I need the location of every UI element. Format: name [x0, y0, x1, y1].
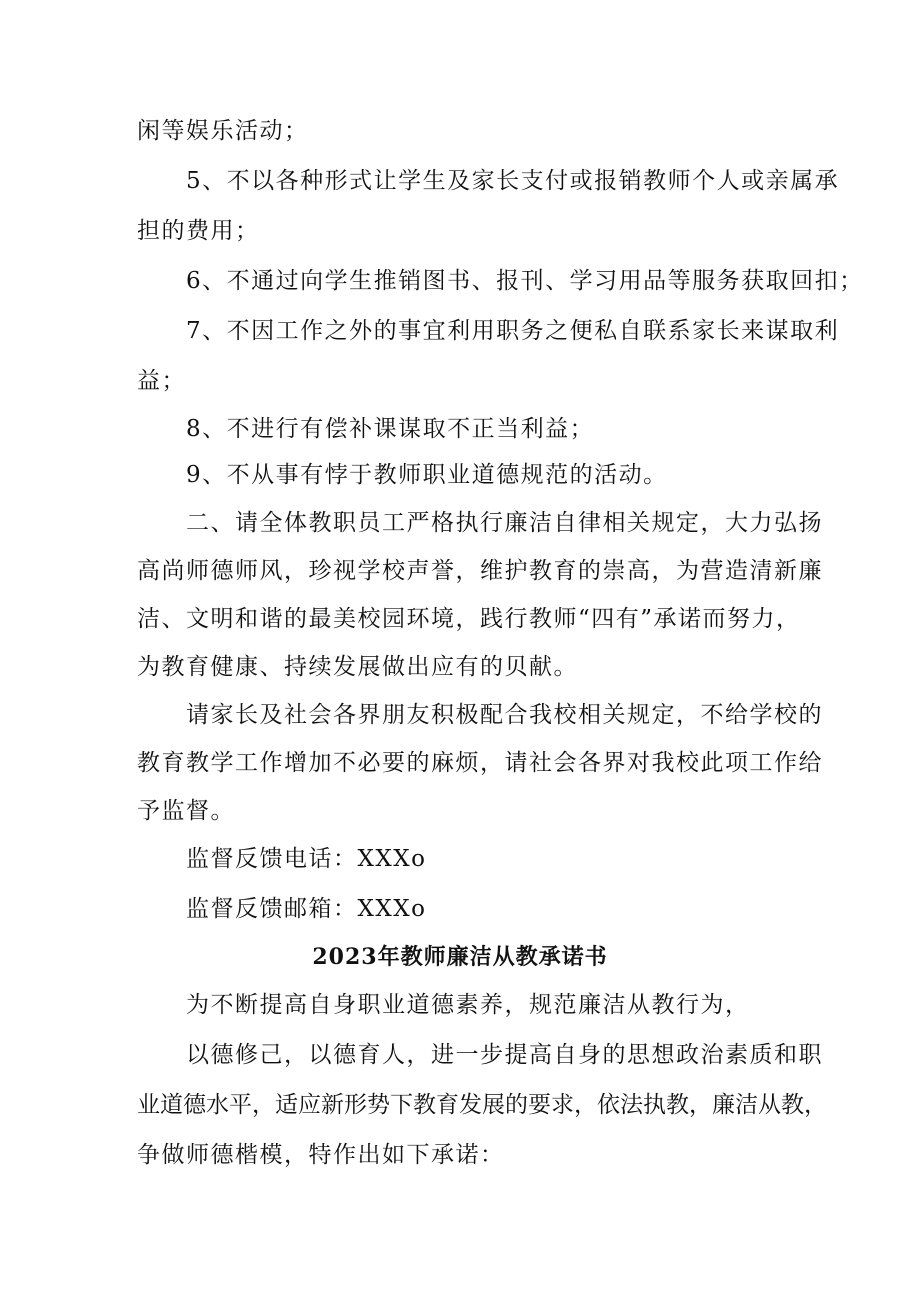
- text-line: 担的费用；: [137, 218, 260, 244]
- text-line: 洁、文明和谐的最美校园环境，践行教师“四有”承诺而努力，: [137, 606, 801, 632]
- contact-phone: 监督反馈电话：XXXo: [186, 846, 427, 872]
- text-line: 益；: [137, 368, 186, 394]
- text-line: 予监督。: [137, 798, 235, 824]
- text-line: 二、请全体教职员工严格执行廉洁自律相关规定，大力弘扬: [186, 510, 823, 536]
- contact-email: 监督反馈邮箱：XXXo: [186, 896, 427, 922]
- text-line: 7、不因工作之外的事宜利用职务之便私自联系家长来谋取利: [186, 318, 840, 344]
- text-line: 请家长及社会各界朋友积极配合我校相关规定，不给学校的: [186, 702, 823, 728]
- text-line: 5、不以各种形式让学生及家长支付或报销教师个人或亲属承: [186, 168, 840, 194]
- text-line: 6、不通过向学生推销图书、报刊、学习用品等服务获取回扣；: [186, 268, 864, 294]
- text-line: 教育教学工作增加不必要的麻烦，请社会各界对我校此项工作给: [137, 750, 823, 776]
- text-line: 为不断提高自身职业道德素养，规范廉洁从教行为，: [186, 992, 750, 1018]
- text-line: 闲等娱乐活动；: [137, 118, 309, 144]
- text-line: 争做师德楷模，特作出如下承诺：: [137, 1142, 505, 1168]
- text-line: 为教育健康、持续发展做出应有的贝献。: [137, 654, 578, 680]
- text-line: 9、不从事有悖于教师职业道德规范的活动。: [186, 462, 668, 488]
- text-line: 8、不进行有偿补课谋取不正当利益；: [186, 416, 595, 442]
- text-line: 业道德水平，适应新形势下教育发展的要求，依法执教，廉洁从教，: [137, 1092, 827, 1118]
- text-line: 高尚师德师风，珍视学校声誉，维护教育的崇高，为营造清新廉: [137, 558, 823, 584]
- document-title: 2023年教师廉洁从教承诺书: [312, 944, 608, 970]
- text-line: 以德修己，以德育人，进一步提高自身的思想政治素质和职: [186, 1042, 823, 1068]
